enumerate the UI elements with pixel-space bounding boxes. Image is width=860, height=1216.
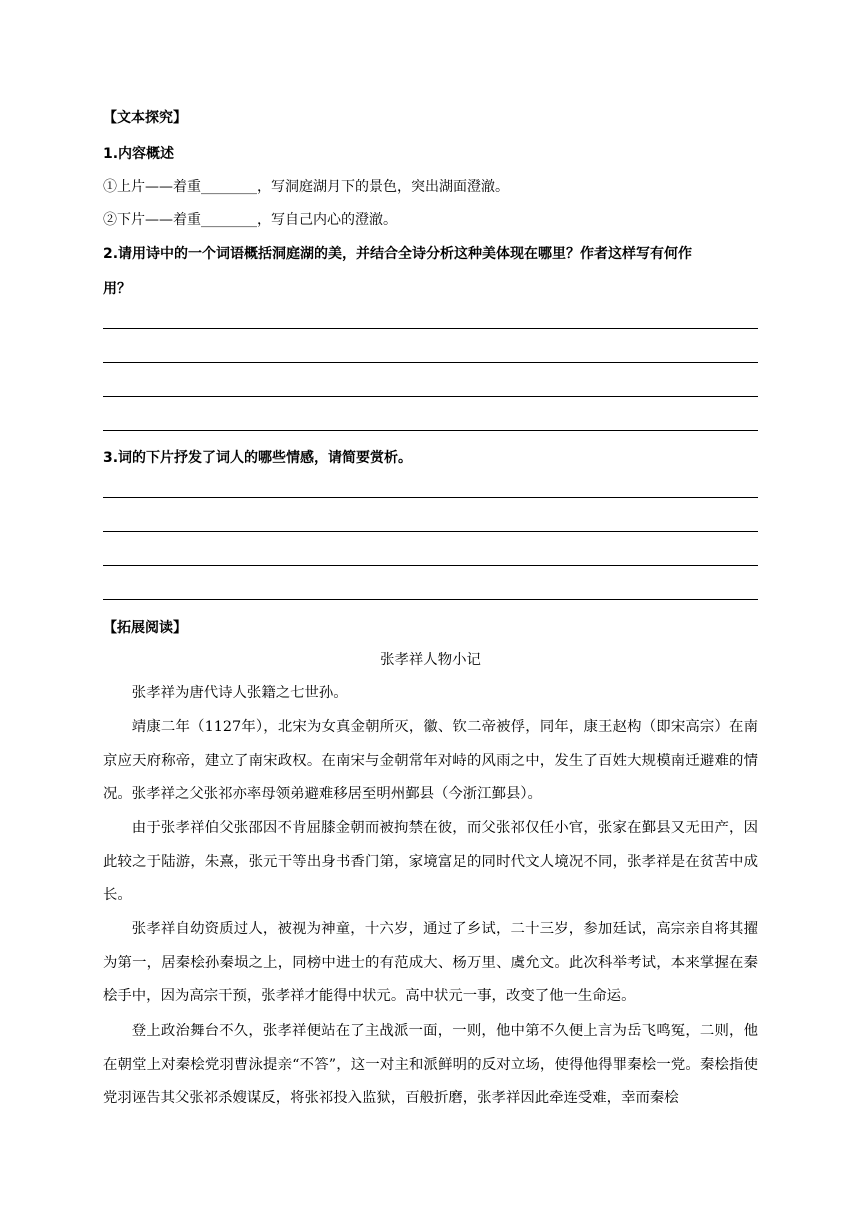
question-1-title: 1.内容概述 <box>103 146 175 162</box>
answer-line <box>103 565 758 566</box>
question-1-item-1: ①上片——着重________，写洞庭湖月下的景色，突出湖面澄澈。 <box>103 179 509 195</box>
answer-line <box>103 497 758 498</box>
question-2-line-2: 用？ <box>103 281 131 297</box>
article-paragraph: 张孝祥为唐代诗人张籍之七世孙。 <box>131 685 348 701</box>
question-2-line-1: 2.请用诗中的一个词语概括洞庭湖的美，并结合全诗分析这种美体现在哪里？作者这样写有何作 <box>103 246 693 262</box>
question-1-item-2: ②下片——着重________，写自己内心的澄澈。 <box>103 212 397 228</box>
answer-line <box>103 599 758 600</box>
answer-line <box>103 396 758 397</box>
section-heading-extended-reading: 【拓展阅读】 <box>103 620 187 636</box>
article-paragraph: 靖康二年（1127年），北宋为女真金朝所灭，徽、钦二帝被俘，同年，康王赵构（即宋高宗）在南京应天府称帝，建立了南宋政权。在南宋与金朝常年对峙的风雨之中，发生了百姓大规模南迁避难的情况。张孝祥之父张祁亦率母领弟避难移居至明州鄞县（今浙江鄞县）。 <box>103 719 758 802</box>
answer-line <box>103 430 758 431</box>
article-paragraph: 由于张孝祥伯父张邵因不肯屈膝金朝而被拘禁在彼，而父张祁仅任小官，张家在鄞县又无田产，因此较之于陆游，朱熹，张元干等出身书香门第，家境富足的同时代文人境况不同，张孝祥是在贫苦中成长。 <box>103 820 758 903</box>
article-paragraph: 登上政治舞台不久，张孝祥便站在了主战派一面，一则，他中第不久便上言为岳飞鸣冤，二则，他在朝堂上对秦桧党羽曹泳提亲“不答”，这一对主和派鲜明的反对立场，使得他得罪秦桧一党。秦桧指使党羽诬告其父张祁杀嫂谋反，将张祁投入监狱，百般折磨，张孝祥因此牵连受难，幸而秦桧 <box>103 1023 758 1106</box>
answer-line <box>103 362 758 363</box>
section-heading-text-inquiry: 【文本探究】 <box>103 110 187 126</box>
question-3-title: 3.词的下片抒发了词人的哪些情感，请简要赏析。 <box>103 450 413 466</box>
answer-line <box>103 531 758 532</box>
answer-line <box>103 328 758 329</box>
article-paragraph: 张孝祥自幼资质过人，被视为神童，十六岁，通过了乡试，二十三岁，参加廷试，高宗亲自将其擢为第一，居秦桧孙秦埙之上，同榜中进士的有范成大、杨万里、虞允文。此次科举考试，本来掌握在秦桧手中，因为高宗干预，张孝祥才能得中状元。高中状元一事，改变了他一生命运。 <box>103 921 758 1004</box>
article-title: 张孝祥人物小记 <box>380 652 481 668</box>
